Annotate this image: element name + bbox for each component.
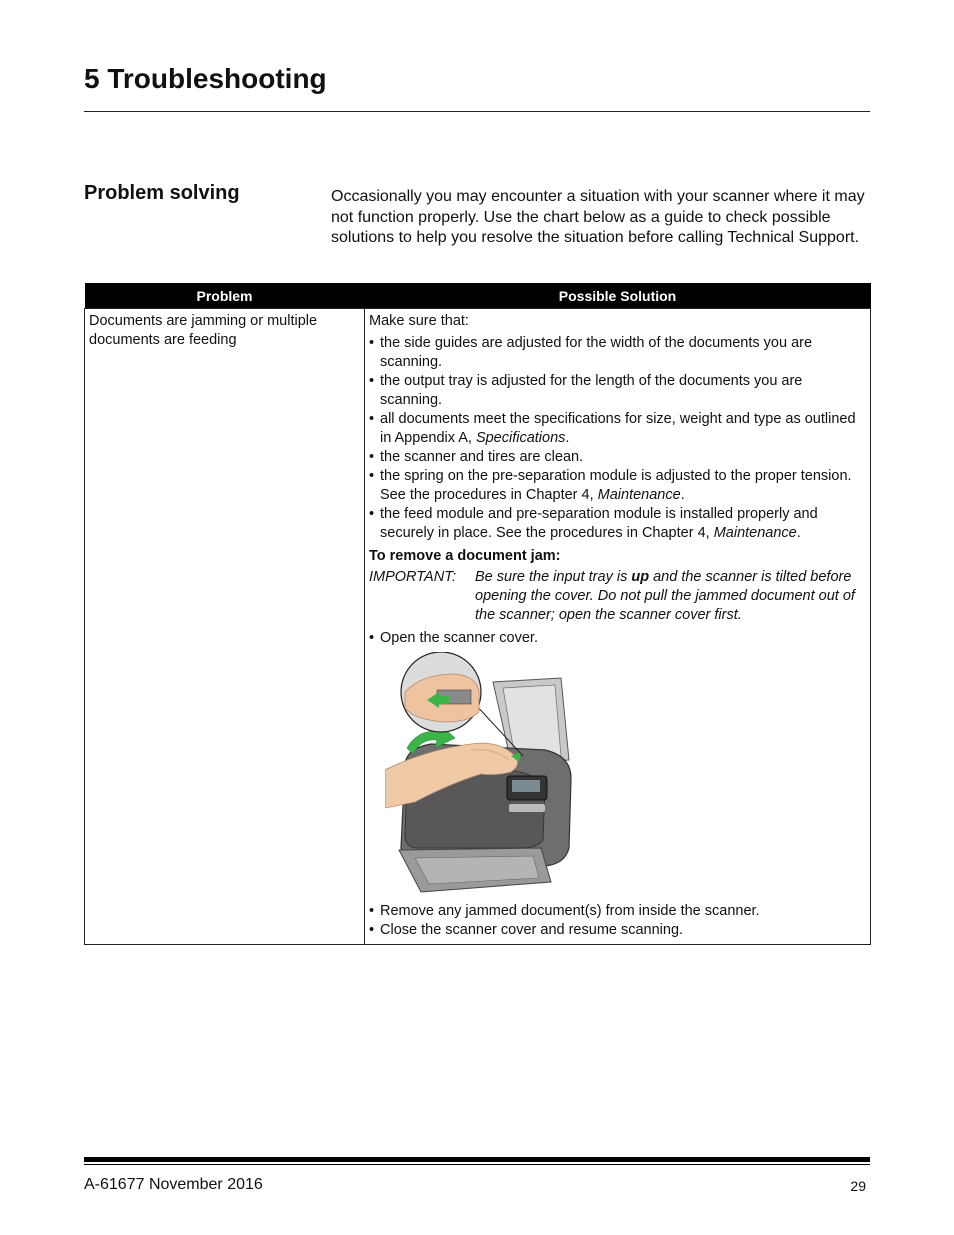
chapter-title: 5 Troubleshooting [84, 63, 327, 94]
important-text: Be sure the input tray is up and the scanner is tilted before opening the cover. Do not pull the jammed document out of the scanner; open the scanner cover first. [475, 569, 855, 623]
header-problem: Problem [85, 283, 365, 309]
bullet: • [369, 335, 375, 351]
bullet: • [369, 506, 375, 522]
list-item: • the spring on the pre-separation module is adjusted to the proper tension. See the procedures in Chapter 4, Maintenance. [369, 468, 852, 503]
list-item: • the scanner and tires are clean. [369, 449, 584, 465]
bullet: • [369, 468, 375, 484]
footer-divider-thick [84, 1157, 870, 1162]
header-solution: Possible Solution [365, 283, 871, 309]
list-item: • Remove any jammed document(s) from inside the scanner. [369, 903, 760, 919]
maintenance-ref: Maintenance [713, 525, 797, 541]
solution-cell [365, 309, 871, 945]
page-number: 29 [850, 1178, 866, 1194]
important-note [369, 568, 866, 625]
bullet: • [369, 449, 375, 465]
bullet: • [369, 630, 375, 646]
specifications-ref: Specifications [475, 430, 566, 446]
remove-jam-heading: To remove a document jam: [369, 548, 561, 564]
bullet: • [369, 373, 375, 389]
bullet: • [369, 903, 375, 919]
footer-doc-id: A-61677 November 2016 [84, 1176, 263, 1193]
table-row [85, 309, 871, 945]
footer-divider-thin [84, 1164, 870, 1165]
problem-solution-table [84, 283, 871, 945]
step-list [369, 902, 866, 940]
maintenance-ref: Maintenance [597, 487, 681, 503]
list-item: • the feed module and pre-separation module is installed properly and securely in place. See the procedures in Chapter 4, Maintenance. [369, 506, 818, 541]
bullet: • [369, 922, 375, 938]
list-item: • Close the scanner cover and resume scanning. [369, 922, 684, 938]
scanner-open-cover-illustration [385, 652, 581, 898]
intro-paragraph: Occasionally you may encounter a situation with your scanner where it may not function properly. Use the chart below as a guide to check possible solutions to help you resolve the situation before calling Technical Support. [331, 188, 865, 246]
section-heading: Problem solving [84, 182, 240, 204]
check-list [369, 334, 866, 543]
scanner-illustration-svg [385, 652, 581, 898]
make-sure-text: Make sure that: [369, 313, 469, 329]
title-divider [84, 111, 870, 112]
table-header-row [85, 283, 871, 309]
bullet: • [369, 411, 375, 427]
step-list [369, 629, 866, 648]
problem-cell: Documents are jamming or multiple documents are feeding [85, 309, 365, 945]
list-item: • all documents meet the specifications for size, weight and type as outlined in Appendix A, Specifications. [369, 411, 856, 446]
list-item: • Open the scanner cover. [369, 630, 538, 646]
important-label: IMPORTANT: [369, 569, 456, 585]
list-item: • the output tray is adjusted for the length of the documents you are scanning. [369, 373, 803, 408]
list-item: • the side guides are adjusted for the width of the documents you are scanning. [369, 335, 813, 370]
